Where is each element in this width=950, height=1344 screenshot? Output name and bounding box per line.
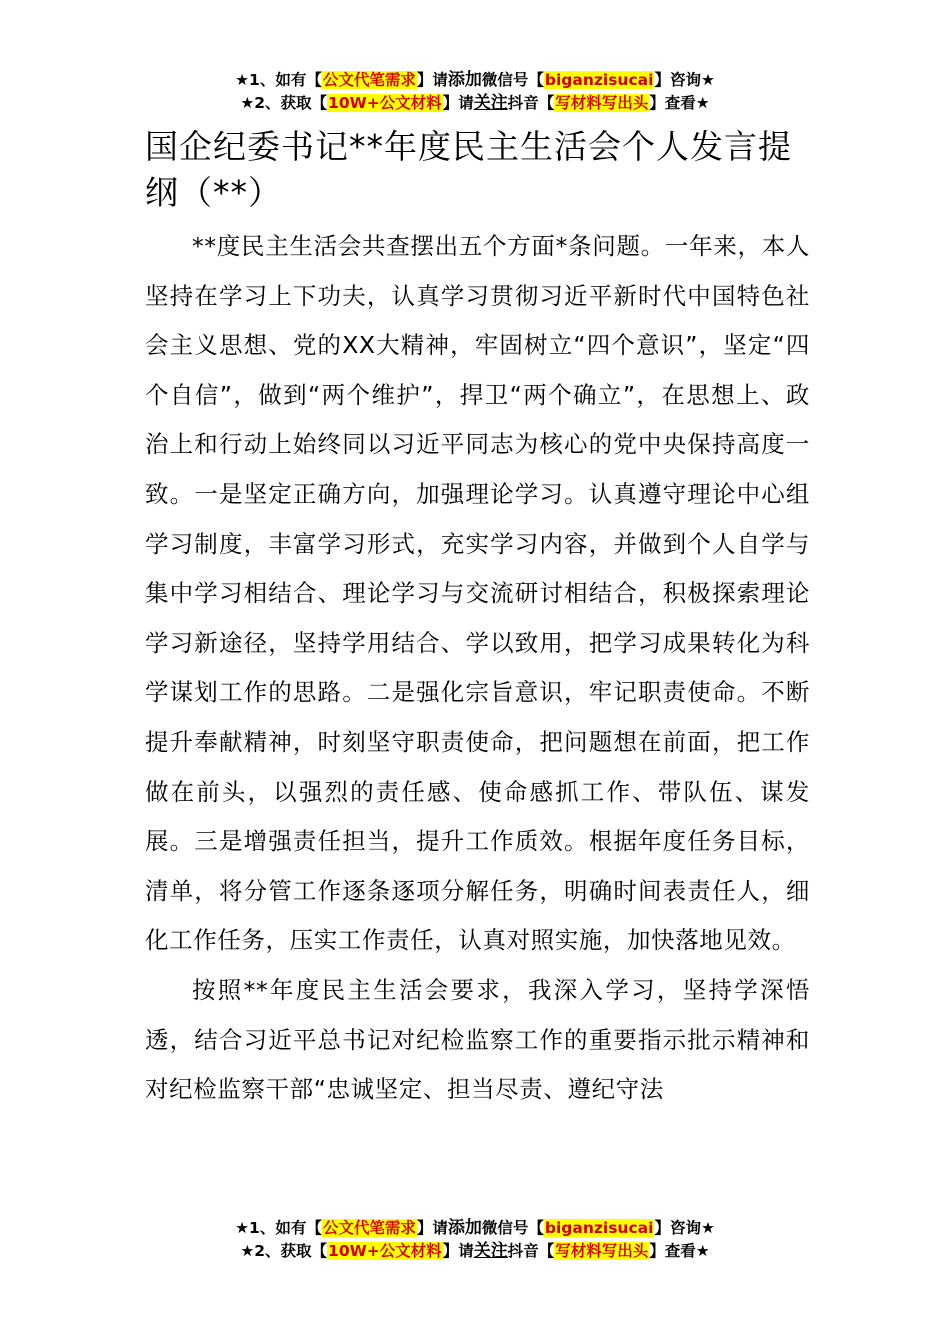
promo-text: ★2、获取【 <box>240 1242 328 1260</box>
wechat-id-highlight: biganzisucai <box>544 1219 654 1237</box>
promo-highlight: 10W+公文材料 <box>328 94 442 112</box>
promo-banner-top <box>0 69 950 115</box>
promo-text: ★2、获取【 <box>240 94 328 112</box>
promo-text: 】请 <box>416 71 448 89</box>
promo-line-2 <box>0 92 950 115</box>
promo-emphasis: 添加 <box>447 1218 482 1238</box>
promo-text: 抖音【 <box>507 1242 555 1260</box>
promo-line-1 <box>0 1217 950 1240</box>
wechat-id-highlight: biganzisucai <box>544 71 654 89</box>
promo-text: 】咨询★ <box>654 71 715 89</box>
promo-text: 微信号【 <box>481 1219 544 1237</box>
promo-text: 】请 <box>442 94 474 112</box>
douyin-account-highlight: 写材料写出头 <box>555 94 649 112</box>
promo-emphasis: 关注 <box>473 1241 508 1261</box>
promo-text: ★1、如有【 <box>235 71 322 89</box>
paragraph: 按照**年度民主生活会要求，我深入学习，坚持学深悟透，结合习近平总书记对纪检监察工作的重要指示批示精神和对纪检监察干部“忠诚坚定、担当尽责、遵纪守法 <box>145 975 810 1104</box>
douyin-account-highlight: 写材料写出头 <box>555 1242 649 1260</box>
promo-text: 微信号【 <box>481 71 544 89</box>
paragraph: **度民主生活会共查摆出五个方面*条问题。一年来，本人坚持在学习上下功夫，认真学习贯彻习近平新时代中国特色社会主义思想、党的XX大精神，牢固树立“四个意识”，坚定“四个自信”，做到“两个维护”，捍卫“两个确立”，在思想上、政治上和行动上始终同以习近平同志为核心的党中央保持高度一致。一是坚定正确方向，加强理论学习。认真遵守理论中心组学习制度，丰富学习形式，充实学习内容，并做到个人自学与集中学习相结合、理论学习与交流研讨相结合，积极探索理论学习新途径，坚持学用结合、学以致用，把学习成果转化为科学谋划工作的思路。二是强化宗旨意识，牢记职责使命。不断提升奉献精神，时刻坚守职责使命，把问题想在前面，把工作做在前头，以强烈的责任感、使命感抓工作、带队伍、谋发展。三是增强责任担当，提升工作质效。根据年度任务目标，清单，将分管工作逐条逐项分解任务，明确时间表责任人，细化工作任务，压实工作责任，认真对照实施，加快落地见效。 <box>145 232 810 955</box>
document-body <box>145 222 810 1115</box>
promo-highlight: 10W+公文材料 <box>328 1242 442 1260</box>
promo-text: 】请 <box>442 1242 474 1260</box>
document-title: 国企纪委书记**年度民主生活会个人发言提纲（**） <box>145 127 792 212</box>
promo-highlight: 公文代笔需求 <box>322 1219 416 1237</box>
promo-text: ★1、如有【 <box>235 1219 322 1237</box>
promo-text: 】查看★ <box>649 94 710 112</box>
promo-line-1 <box>0 69 950 92</box>
promo-highlight: 公文代笔需求 <box>322 71 416 89</box>
promo-text: 】请 <box>416 1219 448 1237</box>
promo-emphasis: 添加 <box>447 70 482 90</box>
promo-text: 抖音【 <box>507 94 555 112</box>
promo-emphasis: 关注 <box>473 93 508 113</box>
promo-banner-bottom <box>0 1217 950 1263</box>
promo-text: 】咨询★ <box>654 1219 715 1237</box>
promo-line-2 <box>0 1240 950 1263</box>
promo-text: 】查看★ <box>649 1242 710 1260</box>
